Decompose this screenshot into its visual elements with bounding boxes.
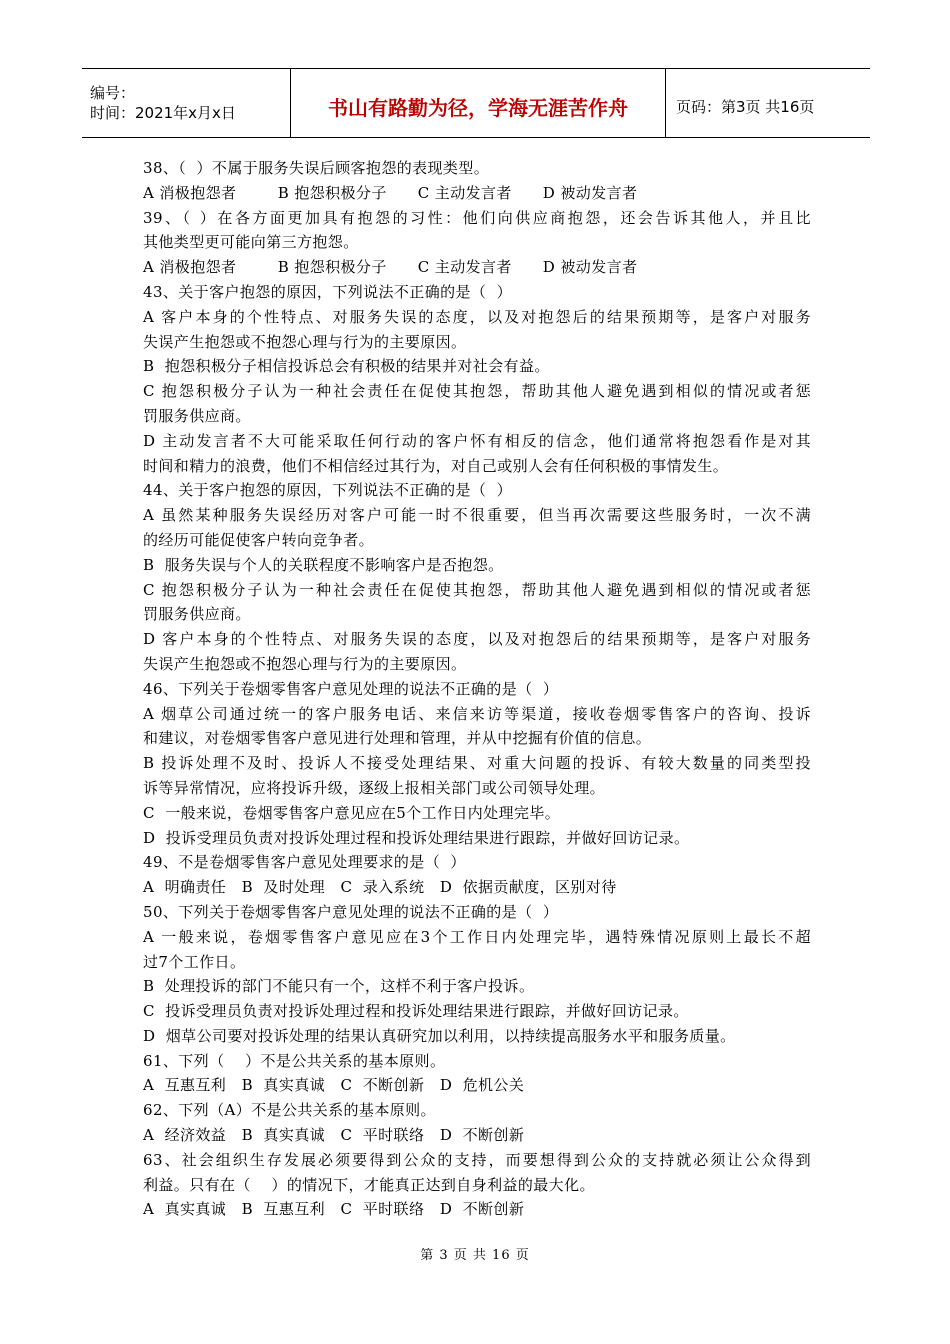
text-line: A 客户本身的个性特点、对服务失误的态度，以及对抱怨后的结果预期等，是客户对服务 — [143, 307, 811, 326]
page-header — [82, 68, 870, 138]
text-line: 44、关于客户抱怨的原因，下列说法不正确的是（ ） — [143, 481, 513, 500]
text-line: B 投诉处理不及时、投诉人不接受处理结果、对重大问题的投诉、有较大数量的同类型投 — [143, 754, 811, 773]
text-line: 62、下列（A）不是公共关系的基本原则。 — [143, 1101, 436, 1120]
text-line: 罚服务供应商。 — [143, 406, 251, 425]
header-motto: 书山有路勤为径，学海无涯苦作舟 — [291, 69, 666, 137]
text-line: 罚服务供应商。 — [143, 605, 251, 624]
text-line: D 客户本身的个性特点、对服务失误的态度，以及对抱怨后的结果预期等，是客户对服务 — [143, 630, 811, 649]
text-line: A 经济效益 B 真实真诚 C 平时联络 D 不断创新 — [143, 1126, 525, 1145]
text-line: 和建议，对卷烟零售客户意见进行处理和管理，并从中挖掘有价值的信息。 — [143, 729, 652, 748]
text-line: C 抱怨积极分子认为一种社会责任在促使其抱怨，帮助其他人避免遇到相似的情况或者惩 — [143, 580, 811, 599]
text-line: 失误产生抱怨或不抱怨心理与行为的主要原因。 — [143, 654, 467, 673]
text-line: 的经历可能促使客户转向竞争者。 — [143, 530, 375, 549]
text-line: 50、下列关于卷烟零售客户意见处理的说法不正确的是（ ） — [143, 902, 559, 921]
text-line: 诉等异常情况，应将投诉升级，逐级上报相关部门或公司领导处理。 — [143, 778, 606, 797]
text-line: D 投诉受理员负责对投诉处理过程和投诉处理结果进行跟踪，并做好回访记录。 — [143, 828, 690, 847]
number-label: 编号： — [90, 84, 136, 102]
text-line: A 消极抱怨者 B 抱怨积极分子 C 主动发言者 D 被动发言者 — [143, 258, 638, 277]
text-line: A 一般来说，卷烟零售客户意见应在3个工作日内处理完毕，遇特殊情况原则上最长不超 — [143, 927, 811, 946]
text-line: 时间和精力的浪费，他们不相信经过其行为，对自己或别人会有任何积极的事情发生。 — [143, 456, 729, 475]
text-line: C 投诉受理员负责对投诉处理过程和投诉处理结果进行跟踪，并做好回访记录。 — [143, 1002, 689, 1021]
text-line: D 烟草公司要对投诉处理的结果认真研究加以利用，以持续提高服务水平和服务质量。 — [143, 1026, 736, 1045]
document-body — [143, 156, 811, 1222]
text-line: 61、下列（ ）不是公共关系的基本原则。 — [143, 1051, 446, 1070]
text-line: A 虽然某种服务失误经历对客户可能一时不很重要，但当再次需要这些服务时，一次不满 — [143, 506, 811, 525]
text-line: 38、（ ）不属于服务失误后顾客抱怨的表现类型。 — [143, 159, 490, 177]
text-line: A 消极抱怨者 B 抱怨积极分子 C 主动发言者 D 被动发言者 — [143, 183, 638, 202]
text-line: 46、下列关于卷烟零售客户意见处理的说法不正确的是（ ） — [143, 679, 559, 698]
text-line: 过7个工作日。 — [143, 952, 246, 971]
text-line: B 服务失误与个人的关联程度不影响客户是否抱怨。 — [143, 555, 504, 574]
text-line: A 互惠互利 B 真实真诚 C 不断创新 D 危机公关 — [143, 1076, 525, 1095]
text-line: A 真实真诚 B 互惠互利 C 平时联络 D 不断创新 — [143, 1200, 525, 1219]
text-line: 失误产生抱怨或不抱怨心理与行为的主要原因。 — [143, 332, 467, 351]
text-line: 43、关于客户抱怨的原因，下列说法不正确的是（ ） — [143, 282, 513, 301]
text-line: 利益。只有在（ ）的情况下，才能真正达到自身利益的最大化。 — [143, 1175, 595, 1194]
date-label: 时间：2021年x月x日 — [90, 104, 236, 122]
text-line: 39、（ ）在各方面更加具有抱怨的习性：他们向供应商抱怨，还会告诉其他人，并且比 — [143, 208, 811, 227]
text-line: D 主动发言者不大可能采取任何行动的客户怀有相反的信念，他们通常将抱怨看作是对其 — [143, 431, 811, 450]
text-line: A 明确责任 B 及时处理 C 录入系统 D 依据贡献度，区别对待 — [143, 878, 617, 897]
header-page-label: 页码：第3页 共16页 — [676, 97, 815, 116]
text-line: 其他类型更可能向第三方抱怨。 — [143, 233, 359, 252]
text-line: 49、不是卷烟零售客户意见处理要求的是（ ） — [143, 853, 466, 872]
text-line: 63、社会组织生存发展必须要得到公众的支持，而要想得到公众的支持就必须让公众得到 — [143, 1150, 811, 1169]
text-line: B 抱怨积极分子相信投诉总会有积极的结果并对社会有益。 — [143, 357, 550, 376]
page-footer: 第 3 页 共 16 页 — [420, 1248, 530, 1263]
text-line: C 一般来说，卷烟零售客户意见应在5个工作日内处理完毕。 — [143, 803, 561, 822]
header-meta — [82, 69, 291, 137]
text-line: A 烟草公司通过统一的客户服务电话、来信来访等渠道，接收卷烟零售客户的咨询、投诉 — [143, 704, 811, 723]
text-line: B 处理投诉的部门不能只有一个，这样不利于客户投诉。 — [143, 977, 535, 996]
text-line: C 抱怨积极分子认为一种社会责任在促使其抱怨，帮助其他人避免遇到相似的情况或者惩 — [143, 382, 811, 401]
